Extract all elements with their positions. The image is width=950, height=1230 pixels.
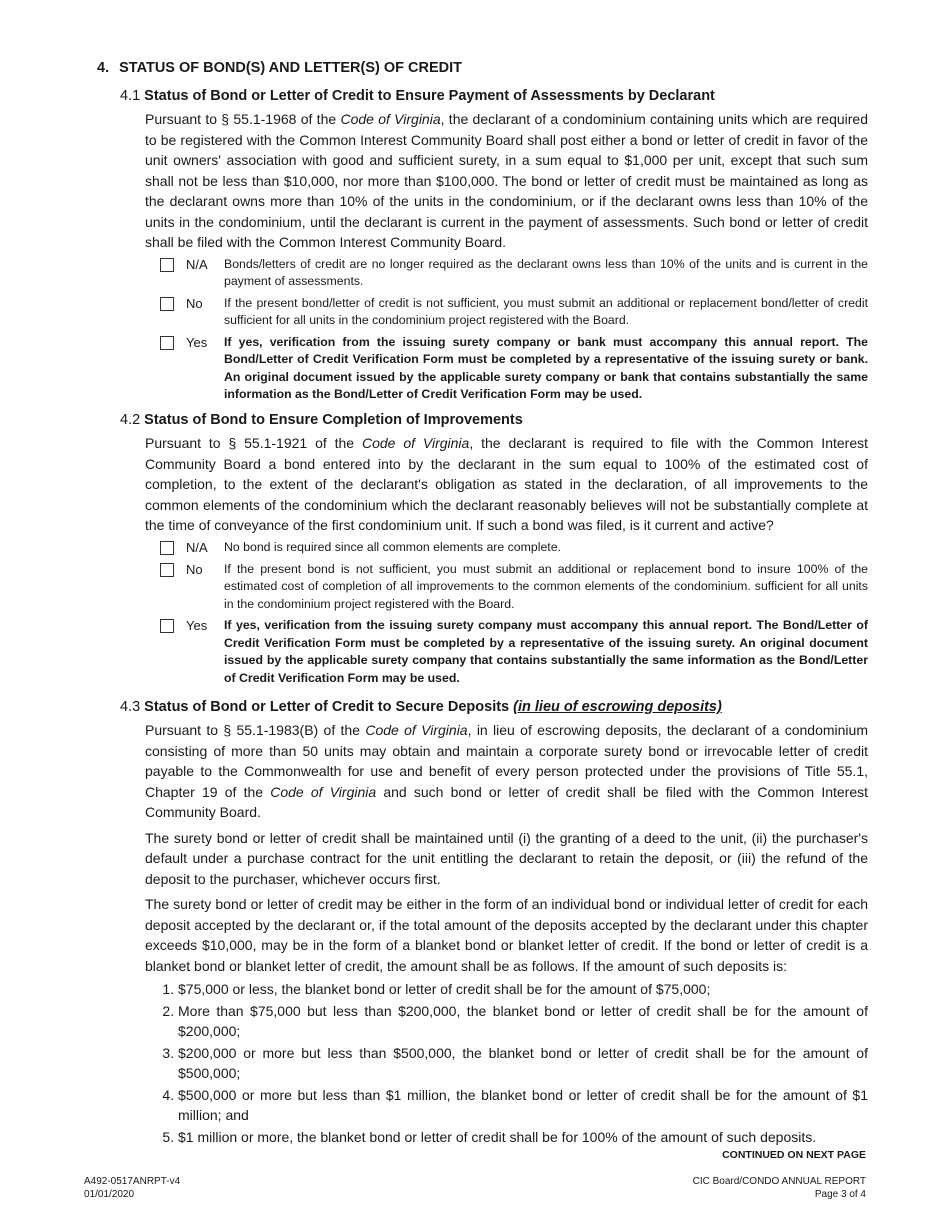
subsection-number: 4.2	[120, 412, 141, 428]
list-item: 3. $200,000 or more but less than $500,000, the blanket bond or letter of credit shall be for the amount of $500,000;	[178, 1043, 868, 1084]
no-checkbox[interactable]	[160, 297, 174, 311]
subsection-4-1-heading	[120, 86, 868, 106]
option-no	[160, 561, 868, 614]
option-yes	[160, 334, 868, 404]
option-label: N/A	[186, 539, 208, 555]
subsection-title: Status of Bond or Letter of Credit to Ensure Payment of Assessments by Declarant	[144, 88, 715, 104]
option-label: Yes	[186, 618, 208, 633]
subsection-4-3-paragraph-3: The surety bond or letter of credit may be either in the form of an individual bond or individual letter of credit for each deposit accepted by the declarant or, if the total amount of the deposits accepted by the declarant under this chapter exceeds $10,000, may be in the form of a blanket bond or blanket letter of credit. If the bond or letter of credit is a blanket bond or blanket letter of credit, the amount shall be as follows. If the amount of such deposits is:	[145, 896, 868, 974]
para-text: , the declarant of a condominium containing units which are required to be registered with the Common Interest Community Board shall post either a bond or letter of credit in favor of the unit owners' association with good and sufficient surety, in a sum equal to $1,000 per unit, except that such sum shall not be less than $10,000, nor more than $100,000. The bond or letter of credit must be maintained as long as the declarant owns more than 10% of the units in the condominium, or if the declarant owns less than 10% of the units in the condominium, until the declarant is current in the payment of assessments. Such bond or letter of credit shall be filed with the Common Interest Community Board.	[145, 111, 869, 250]
subsection-number: 4.3	[120, 699, 141, 715]
subsection-4-3-paragraph-2: The surety bond or letter of credit shall be maintained until (i) the granting of a deed to the unit, (ii) the purchaser's default under a purchase contract for the unit entitling the declarant to retain the deposit, or (iii) the refund of the deposit to the purchaser, whichever occurs first.	[145, 829, 868, 887]
na-checkbox[interactable]	[160, 541, 174, 555]
para-citation: Code of Virginia	[270, 783, 377, 800]
report-name: CIC Board/CONDO ANNUAL REPORT	[692, 1176, 866, 1187]
option-text: If yes, verification from the issuing surety company must accompany this annual report. The Bond/Letter of Credit Verification Form must be completed by a representative of the issuing surety. An original document issued by the applicable surety company that contains substantially the same information as the Bond/Letter of Credit Verification Form may be used.	[224, 618, 868, 685]
option-label: No	[186, 295, 203, 311]
subsection-4-3-paragraph-1	[145, 720, 868, 823]
subsection-4-2	[120, 410, 868, 691]
footer-right	[693, 1176, 866, 1201]
section-title	[97, 60, 462, 76]
subsection-title: Status of Bond or Letter of Credit to Secure Deposits	[144, 699, 514, 715]
subsection-4-1	[120, 86, 868, 408]
no-checkbox[interactable]	[160, 563, 174, 577]
para-citation: Code of Virginia	[340, 111, 441, 127]
list-item: 5. $1 million or more, the blanket bond or letter of credit shall be for 100% of the amount of such deposits.	[178, 1127, 868, 1148]
subsection-title: Status of Bond to Ensure Completion of Improvements	[144, 412, 523, 428]
subsection-4-3-heading	[120, 697, 868, 717]
option-na	[160, 539, 868, 557]
subsection-4-1-options	[160, 256, 868, 404]
option-label: N/A	[186, 256, 208, 272]
yes-checkbox[interactable]	[160, 336, 174, 350]
subsection-4-3	[120, 697, 868, 1148]
option-text: No bond is required since all common elements are complete.	[224, 539, 561, 554]
continued-notice: CONTINUED ON NEXT PAGE	[722, 1149, 866, 1161]
option-label: No	[186, 561, 203, 577]
list-item: 4. $500,000 or more but less than $1 million, the blanket bond or letter of credit shall be for the amount of $1 million; and	[178, 1085, 868, 1126]
para-citation: Code of Virginia	[365, 722, 468, 738]
form-id: A492-0517ANRPT-v4	[84, 1176, 181, 1187]
subsection-title-qualifier: (in lieu of escrowing deposits)	[513, 699, 722, 715]
option-text: If yes, verification from the issuing surety company or bank must accompany this annual report. The Bond/Letter of Credit Verification Form must be completed by a representative of the issuing surety or bank. An original document issued by the applicable surety company or bank that contains substantially the same information as the Bond/Letter of Credit Verification Form may be used.	[224, 334, 868, 401]
option-na	[160, 256, 868, 291]
para-text: and such bond or letter of credit shall be filed with the Common Interest Community Board.	[145, 783, 869, 820]
option-label: Yes	[186, 334, 208, 350]
page-number: Page 3 of 4	[814, 1188, 866, 1200]
list-item: 2. More than $75,000 but less than $200,000, the blanket bond or letter of credit shall be for the amount of $200,000;	[178, 1001, 868, 1042]
subsection-4-2-options	[160, 539, 868, 688]
para-text: , in lieu of escrowing deposits, the declarant of a condominium consisting of more than 50 units may obtain and maintain a corporate surety bond or irrevocable letter of credit payable to the Commonwealth for use and benefit of every person protected under the provisions of Title 55.1, Chapter 19 of the	[145, 722, 868, 800]
option-text: If the present bond is not sufficient, you must submit an additional or replacement bond to insure 100% of the estimated cost of completion of all improvements to the common elements of the condominium. sufficient for all units in the condominium project registered with the Board.	[224, 561, 868, 611]
yes-checkbox[interactable]	[160, 619, 174, 633]
para-citation: Code of Virginia	[361, 435, 470, 451]
list-item: 1. $75,000 or less, the blanket bond or letter of credit shall be for the amount of $75,000;	[178, 979, 868, 1000]
section-title-text: STATUS OF BOND(S) AND LETTER(S) OF CREDIT	[119, 60, 462, 76]
para-text: Pursuant to § 55.1-1968 of the	[145, 111, 341, 127]
subsection-4-2-paragraph	[145, 433, 868, 536]
para-text: Pursuant to § 55.1-1921 of the	[145, 435, 362, 451]
para-text: Pursuant to § 55.1-1983(B) of the	[145, 722, 366, 738]
form-date: 01/01/2020	[84, 1188, 135, 1200]
option-text: Bonds/letters of credit are no longer required as the declarant owns less than 10% of the units and is current in the payment of assessments.	[224, 256, 868, 288]
para-text: , the declarant is required to file with the Common Interest Community Board a bond entered into by the declarant in the sum equal to 100% of the estimated cost of completion, to the extent of the declarant's obligation as stated in the declaration, of all improvements to the common elements of the condominium which the declarant reasonably believes will not be substantially complete at the time of conveyance of the first condominium unit. If such a bond was filed, is it current and active?	[145, 435, 868, 533]
option-yes	[160, 617, 868, 687]
na-checkbox[interactable]	[160, 258, 174, 272]
option-no	[160, 295, 868, 330]
option-text: If the present bond/letter of credit is not sufficient, you must submit an additional or replacement bond/letter of credit sufficient for all units in the condominium project registered with the Board.	[224, 295, 868, 327]
section-number: 4.	[97, 60, 110, 76]
subsection-number: 4.1	[120, 88, 141, 104]
subsection-4-1-paragraph	[145, 109, 868, 253]
footer-left	[84, 1176, 180, 1201]
subsection-4-2-heading	[120, 410, 868, 430]
deposit-amount-list	[145, 979, 868, 1147]
